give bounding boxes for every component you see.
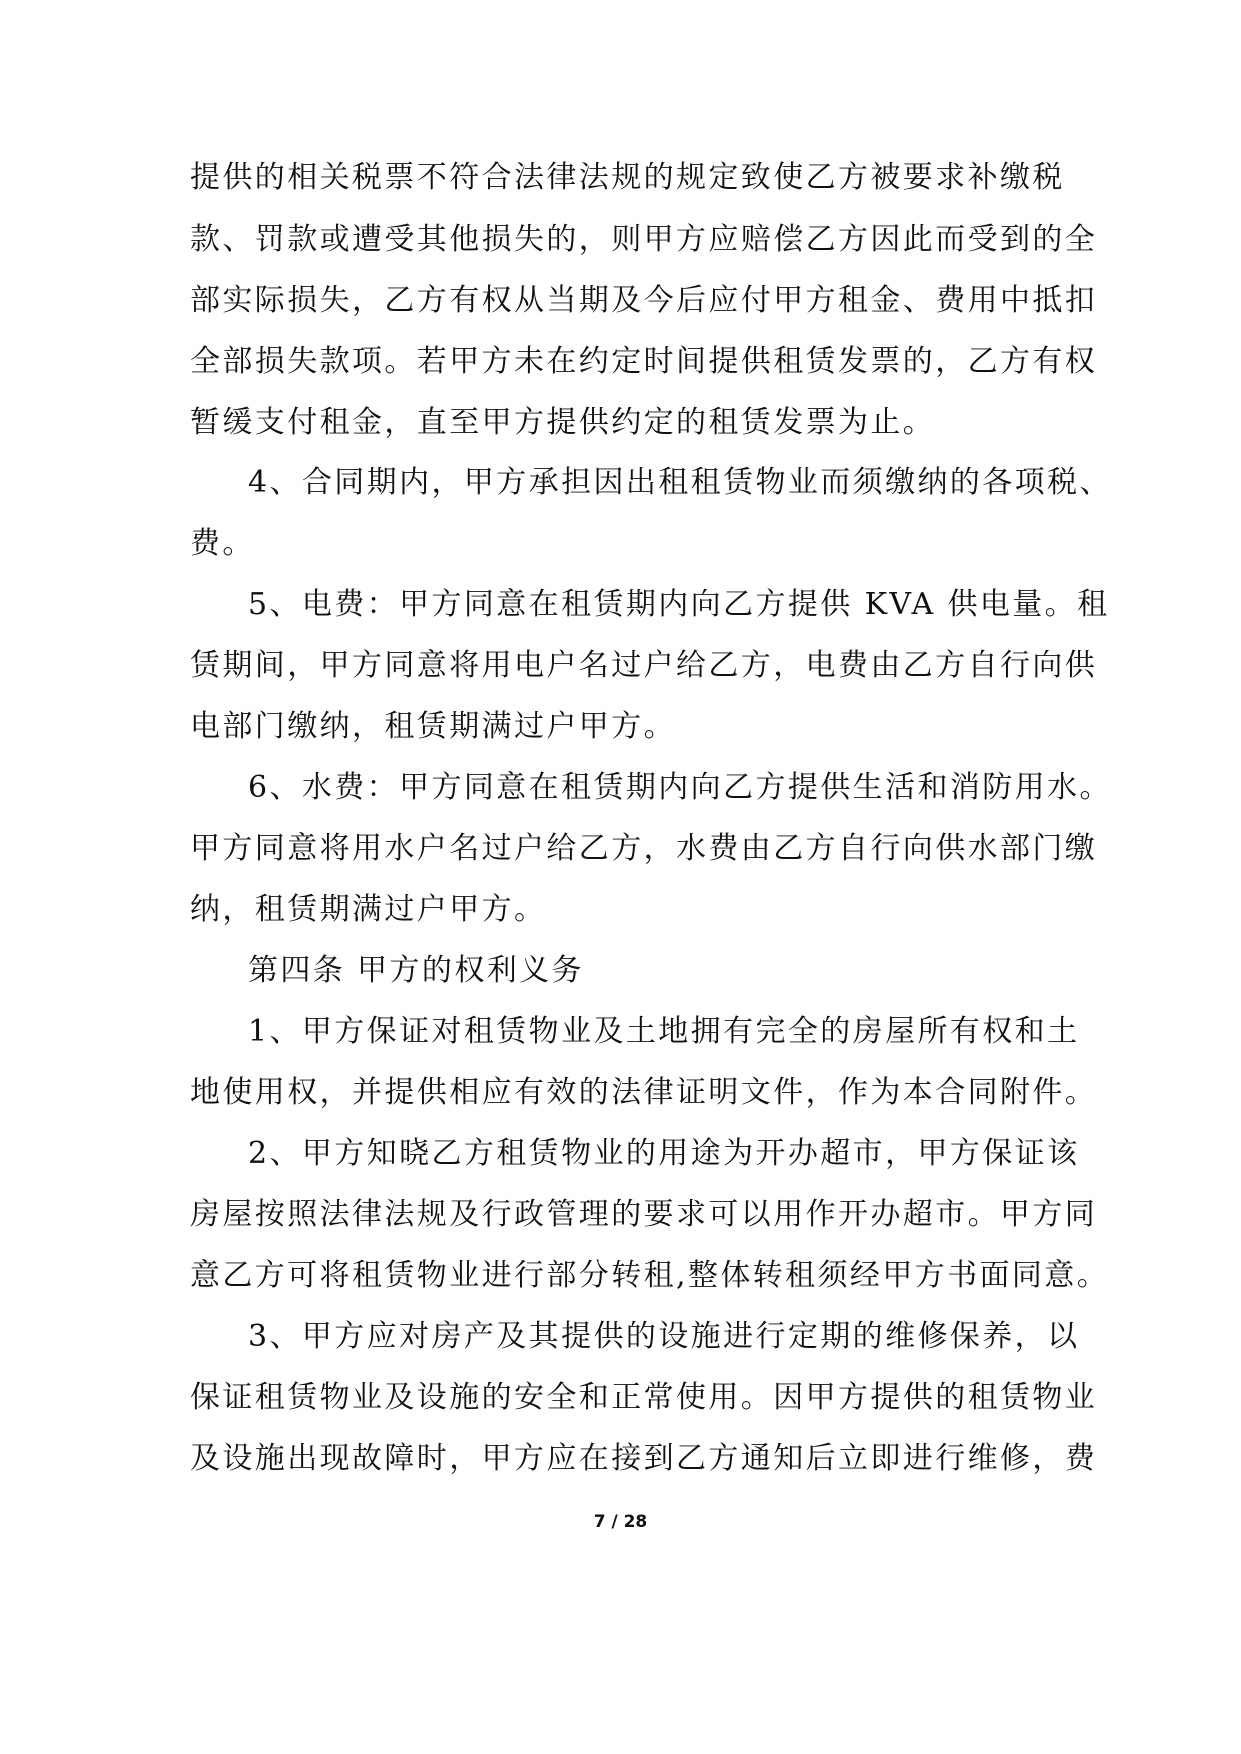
section-heading: 第四条 甲方的权利义务: [248, 953, 584, 988]
text-line: 款、罚款或遭受其他损失的，则甲方应赔偿乙方因此而受到的全: [190, 222, 1098, 257]
text-line: 纳，租赁期满过户甲方。: [190, 892, 547, 927]
text-line: 暂缓支付租金，直至甲方提供约定的租赁发票为止。: [190, 405, 936, 440]
text-line: 及设施出现故障时，甲方应在接到乙方通知后立即进行维修，费: [190, 1441, 1098, 1476]
text-line: 保证租赁物业及设施的安全和正常使用。因甲方提供的租赁物业: [190, 1380, 1098, 1415]
text-line: 部实际损失，乙方有权从当期及今后应付甲方租金、费用中抵扣: [190, 283, 1098, 318]
text-line: 3、甲方应对房产及其提供的设施进行定期的维修保养，以: [248, 1319, 1080, 1354]
text-line: 4、合同期内，甲方承担因出租租赁物业而须缴纳的各项税、: [248, 465, 1112, 500]
text-line: 赁期间，甲方同意将用电户名过户给乙方，电费由乙方自行向供: [190, 648, 1098, 683]
text-line: 电部门缴纳，租赁期满过户甲方。: [190, 709, 676, 744]
text-line: 6、水费：甲方同意在租赁期内向乙方提供生活和消防用水。: [248, 770, 1112, 805]
text-line: 2、甲方知晓乙方租赁物业的用途为开办超市，甲方保证该: [248, 1136, 1080, 1171]
text-line: 甲方同意将用水户名过户给乙方，水费由乙方自行向供水部门缴: [190, 831, 1098, 866]
text-line: 费。: [190, 526, 255, 561]
text-line: 1、甲方保证对租赁物业及土地拥有完全的房屋所有权和土: [248, 1014, 1080, 1049]
text-line: 地使用权，并提供相应有效的法律证明文件，作为本合同附件。: [190, 1075, 1098, 1110]
text-line: 全部损失款项。若甲方未在约定时间提供租赁发票的，乙方有权: [190, 344, 1098, 379]
text-line: 房屋按照法律法规及行政管理的要求可以用作开办超市。甲方同: [190, 1197, 1098, 1232]
text-line: 意乙方可将租赁物业进行部分转租,整体转租须经甲方书面同意。: [190, 1258, 1110, 1293]
page-number: 7 / 28: [593, 1512, 648, 1532]
text-line: 5、电费：甲方同意在租赁期内向乙方提供 KVA 供电量。租: [248, 587, 1110, 622]
text-line: 提供的相关税票不符合法律法规的规定致使乙方被要求补缴税: [190, 160, 1065, 195]
